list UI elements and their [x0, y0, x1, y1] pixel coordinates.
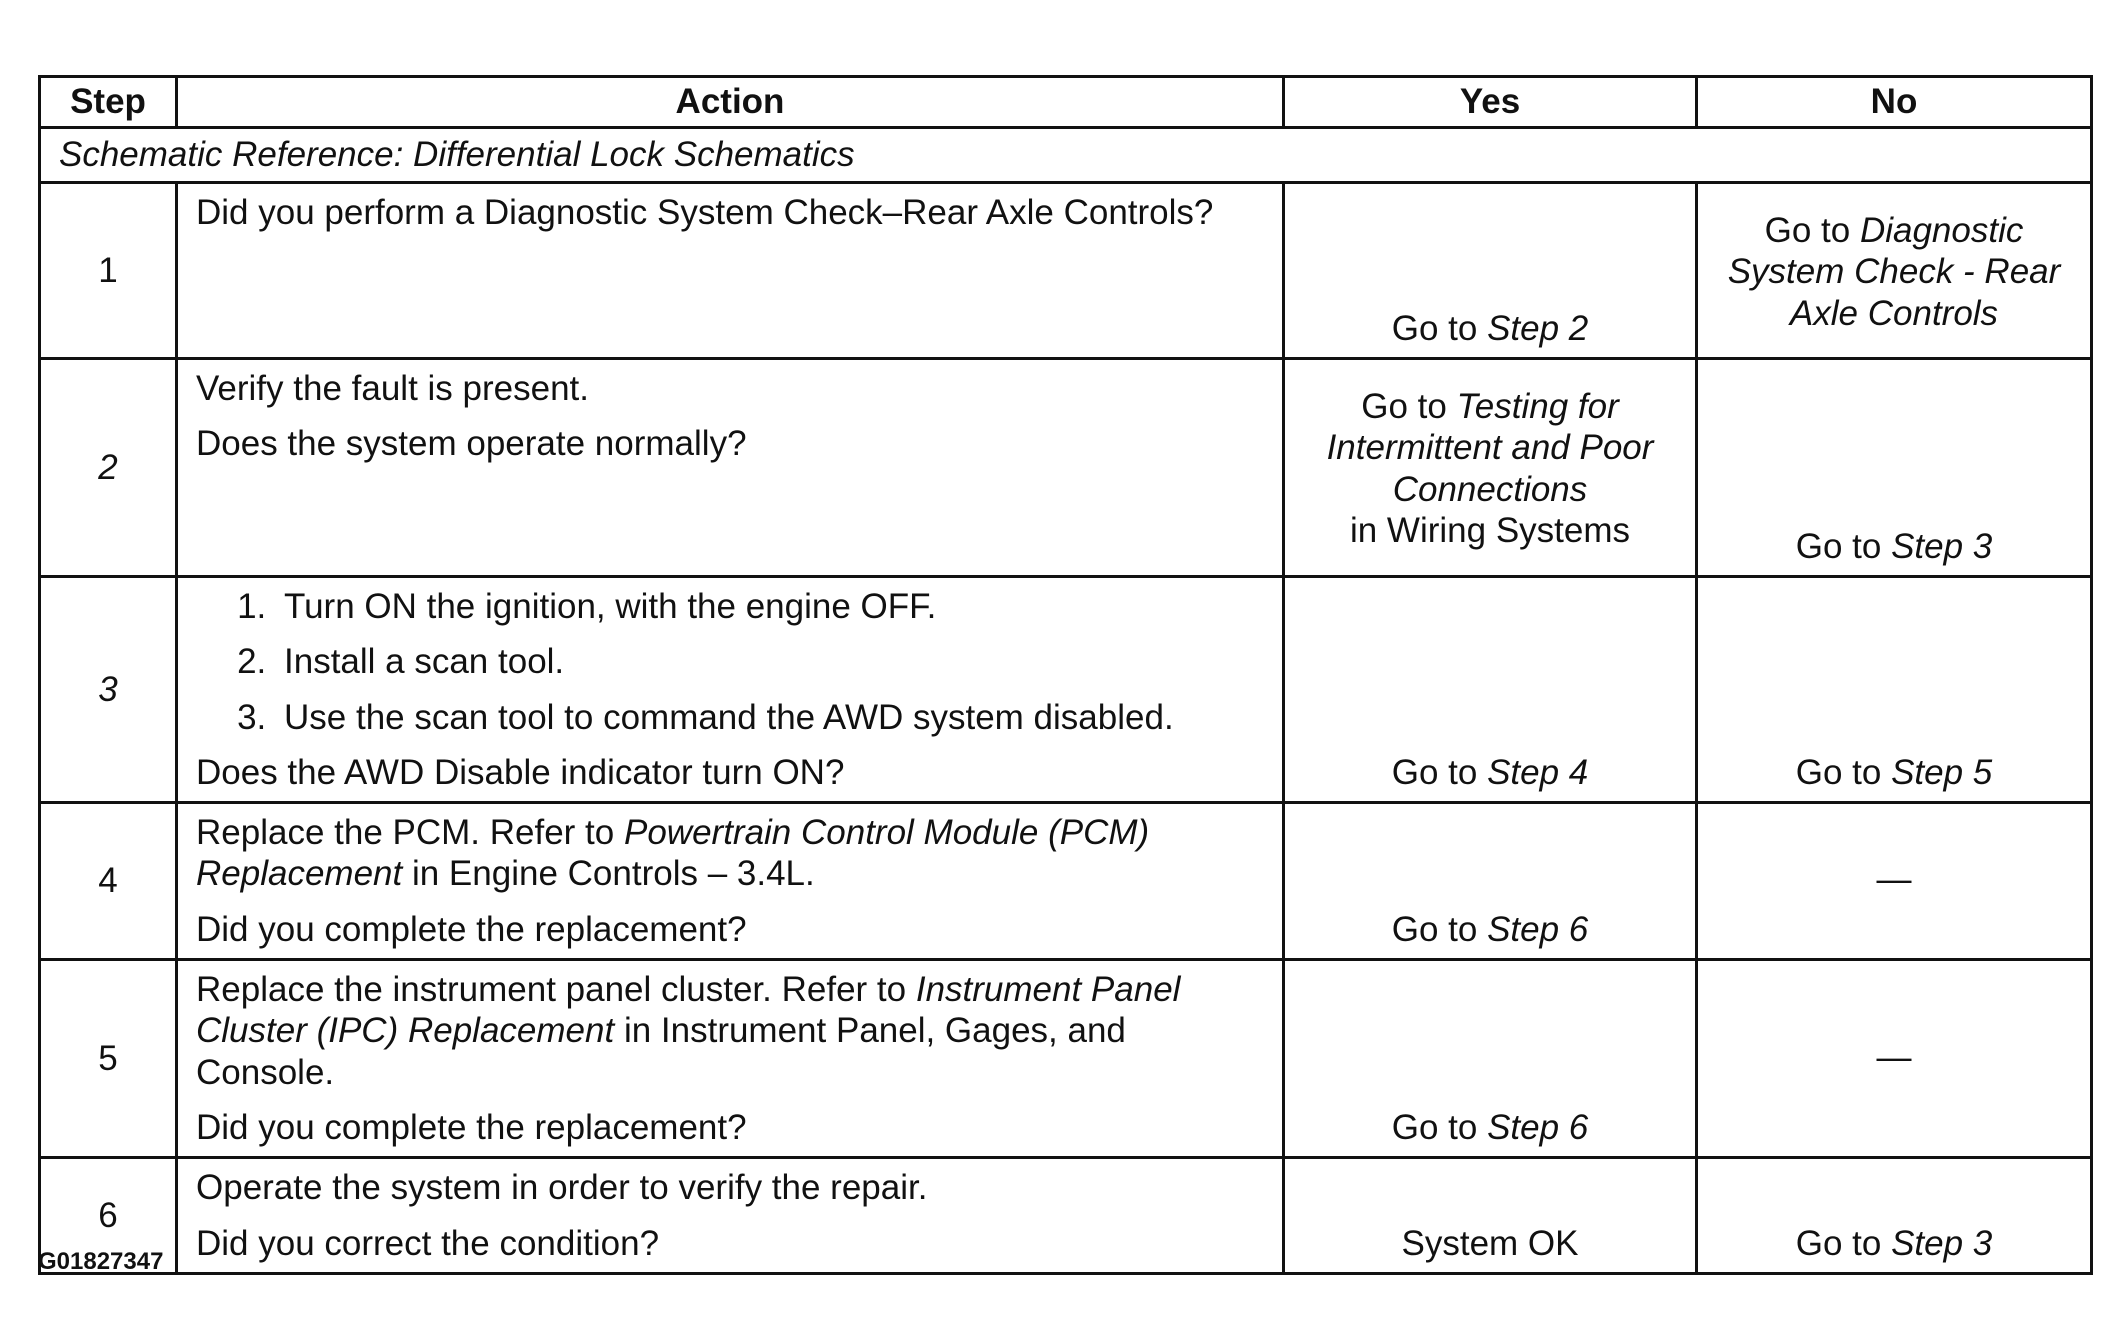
yes-reference-tail: in Wiring Systems [1349, 510, 1631, 550]
action-cell [177, 803, 1284, 960]
list-item: 1. Turn ON the ignition, with the engine OFF. [276, 586, 1264, 627]
list-item: 3. Use the scan tool to command the AWD system disabled. [276, 697, 1264, 738]
action-question: Did you perform a Diagnostic System Check–Rear Axle Controls? [196, 193, 1214, 232]
action-cell [177, 960, 1284, 1158]
yes-cell [1284, 803, 1697, 960]
action-instruction: Replace the instrument panel cluster. Refer to Instrument Panel Cluster (IPC) Replacement in Instrument Panel, Gages, and Console. [196, 970, 1181, 1092]
yes-cell [1284, 359, 1697, 577]
no-cell [1697, 359, 2092, 577]
action-question: Did you correct the condition? [196, 1223, 660, 1263]
yes-cell [1284, 960, 1697, 1158]
list-item: 2. Install a scan tool. [276, 641, 1264, 682]
step-number: 2 [40, 359, 177, 577]
header-yes: Yes [1284, 77, 1697, 128]
go-to-text: Go to [1391, 909, 1478, 949]
action-instruction: Replace the PCM. Refer to Powertrain Control Module (PCM) Replacement in Engine Controls – 3.4L. [196, 813, 1150, 894]
action-question: Did you complete the replacement? [196, 1107, 747, 1147]
no-cell [1697, 960, 2092, 1158]
step-number: 6 [40, 1158, 177, 1274]
go-to-text: Go to [1795, 526, 1882, 566]
yes-cell [1284, 183, 1697, 359]
no-reference-link[interactable]: Diagnostic System Check - Rear Axle Controls [1727, 211, 2061, 333]
action-steps-list [196, 586, 1264, 738]
yes-step-link[interactable]: Step 6 [1487, 1107, 1589, 1147]
yes-step-link[interactable]: Step 6 [1487, 909, 1589, 949]
step-number: 5 [40, 960, 177, 1158]
action-question: Did you complete the replacement? [196, 909, 747, 949]
step-number: 3 [40, 577, 177, 803]
no-cell [1697, 1158, 2092, 1274]
action-instruction: Operate the system in order to verify the repair. [196, 1168, 928, 1208]
go-to-text: Go to [1795, 752, 1882, 792]
no-step-link[interactable]: Step 3 [1891, 526, 1993, 566]
table-row [40, 183, 2092, 359]
no-dash: — [1876, 1038, 1912, 1078]
schematic-reference-row [40, 128, 2092, 183]
yes-step-link[interactable]: Step 4 [1487, 752, 1589, 792]
action-instruction: Verify the fault is present. [196, 369, 589, 408]
yes-cell [1284, 1158, 1697, 1274]
header-no: No [1697, 77, 2092, 128]
yes-step-link[interactable]: Step 2 [1487, 308, 1589, 348]
table-row [40, 577, 2092, 803]
schematic-reference: Schematic Reference: Differential Lock Schematics [40, 128, 2092, 183]
action-question: Does the AWD Disable indicator turn ON? [196, 752, 845, 792]
go-to-text: Go to [1391, 1107, 1478, 1147]
table-row [40, 803, 2092, 960]
action-cell [177, 1158, 1284, 1274]
action-cell [177, 359, 1284, 577]
header-step: Step [40, 77, 177, 128]
go-to-text: Go to [1391, 308, 1478, 348]
no-cell [1697, 803, 2092, 960]
yes-result-text: System OK [1401, 1223, 1579, 1263]
step-number: 1 [40, 183, 177, 359]
action-question: Does the system operate normally? [196, 424, 747, 464]
reference-link[interactable]: Instrument Panel Cluster (IPC) Replacement [196, 970, 1181, 1051]
no-cell [1697, 577, 2092, 803]
step-number: 4 [40, 803, 177, 960]
header-row [40, 77, 2092, 128]
no-cell [1697, 183, 2092, 359]
yes-reference-link[interactable]: Testing for Intermittent and Poor Connections [1326, 387, 1654, 509]
table-row [40, 1158, 2092, 1274]
action-cell [177, 183, 1284, 359]
go-to-text: Go to [1764, 211, 1851, 250]
figure-id: G01827347 [38, 1248, 164, 1275]
diagnostic-table [38, 75, 2093, 1275]
table-row [40, 960, 2092, 1158]
reference-link[interactable]: Powertrain Control Module (PCM) Replacement [196, 813, 1150, 894]
header-action: Action [177, 77, 1284, 128]
table-row [40, 359, 2092, 577]
go-to-text: Go to [1795, 1223, 1882, 1263]
go-to-text: Go to [1361, 387, 1447, 426]
action-cell [177, 577, 1284, 803]
no-step-link[interactable]: Step 3 [1891, 1223, 1993, 1263]
no-dash: — [1876, 860, 1912, 900]
no-step-link[interactable]: Step 5 [1891, 752, 1993, 792]
yes-cell [1284, 577, 1697, 803]
go-to-text: Go to [1391, 752, 1478, 792]
